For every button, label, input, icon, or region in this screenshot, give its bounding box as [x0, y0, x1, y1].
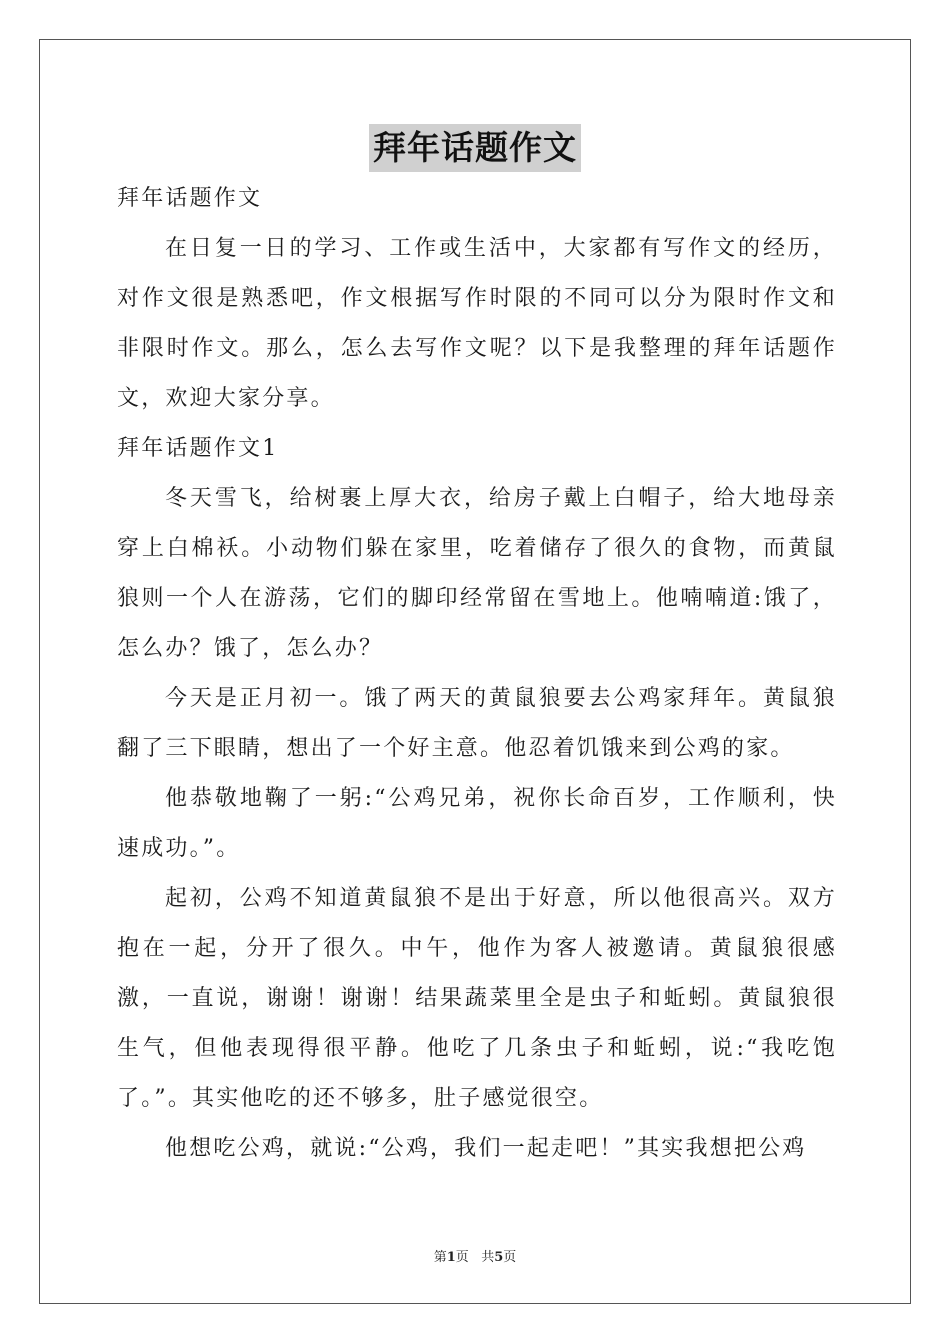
footer-total-pages: 5	[494, 1250, 504, 1265]
footer-total-suffix: 页	[503, 1250, 517, 1265]
page-footer	[0, 1246, 950, 1265]
footer-prefix: 第	[433, 1250, 447, 1265]
footer-page-number: 1	[446, 1250, 456, 1265]
section-heading: 拜年话题作文	[117, 186, 263, 211]
document-title: 拜年话题作文	[369, 124, 581, 172]
document-body	[117, 174, 837, 1174]
section-heading: 拜年话题作文1	[117, 436, 279, 461]
footer-total-prefix: 共	[481, 1250, 495, 1265]
body-paragraph: 起初，公鸡不知道黄鼠狼不是出于好意，所以他很高兴。双方抱在一起，分开了很久。中午，他作为客人被邀请。黄鼠狼很感激，一直说，谢谢！谢谢！结果蔬菜里全是虫子和蚯蚓。黄鼠狼很生气，但他表现得很平静。他吃了几条虫子和蚯蚓，说:“我吃饱了。”。其实他吃的还不够多，肚子感觉很空。	[117, 886, 837, 1111]
body-paragraph: 今天是正月初一。饿了两天的黄鼠狼要去公鸡家拜年。黄鼠狼翻了三下眼睛，想出了一个好主意。他忍着饥饿来到公鸡的家。	[117, 686, 837, 761]
body-paragraph: 在日复一日的学习、工作或生活中，大家都有写作文的经历，对作文很是熟悉吧，作文根据写作时限的不同可以分为限时作文和非限时作文。那么，怎么去写作文呢？以下是我整理的拜年话题作文，欢迎大家分享。	[117, 236, 837, 411]
body-paragraph: 冬天雪飞，给树裹上厚大衣，给房子戴上白帽子，给大地母亲穿上白棉袄。小动物们躲在家里，吃着储存了很久的食物，而黄鼠狼则一个人在游荡，它们的脚印经常留在雪地上。他喃喃道:饿了，怎么办？饿了，怎么办？	[117, 486, 837, 661]
footer-page-suffix: 页	[455, 1250, 469, 1265]
body-paragraph: 他恭敬地鞠了一躬:“公鸡兄弟，祝你长命百岁，工作顺利，快速成功。”。	[117, 786, 837, 861]
title-container	[0, 124, 950, 172]
body-paragraph: 他想吃公鸡，就说:“公鸡，我们一起走吧！”其实我想把公鸡	[165, 1136, 807, 1161]
